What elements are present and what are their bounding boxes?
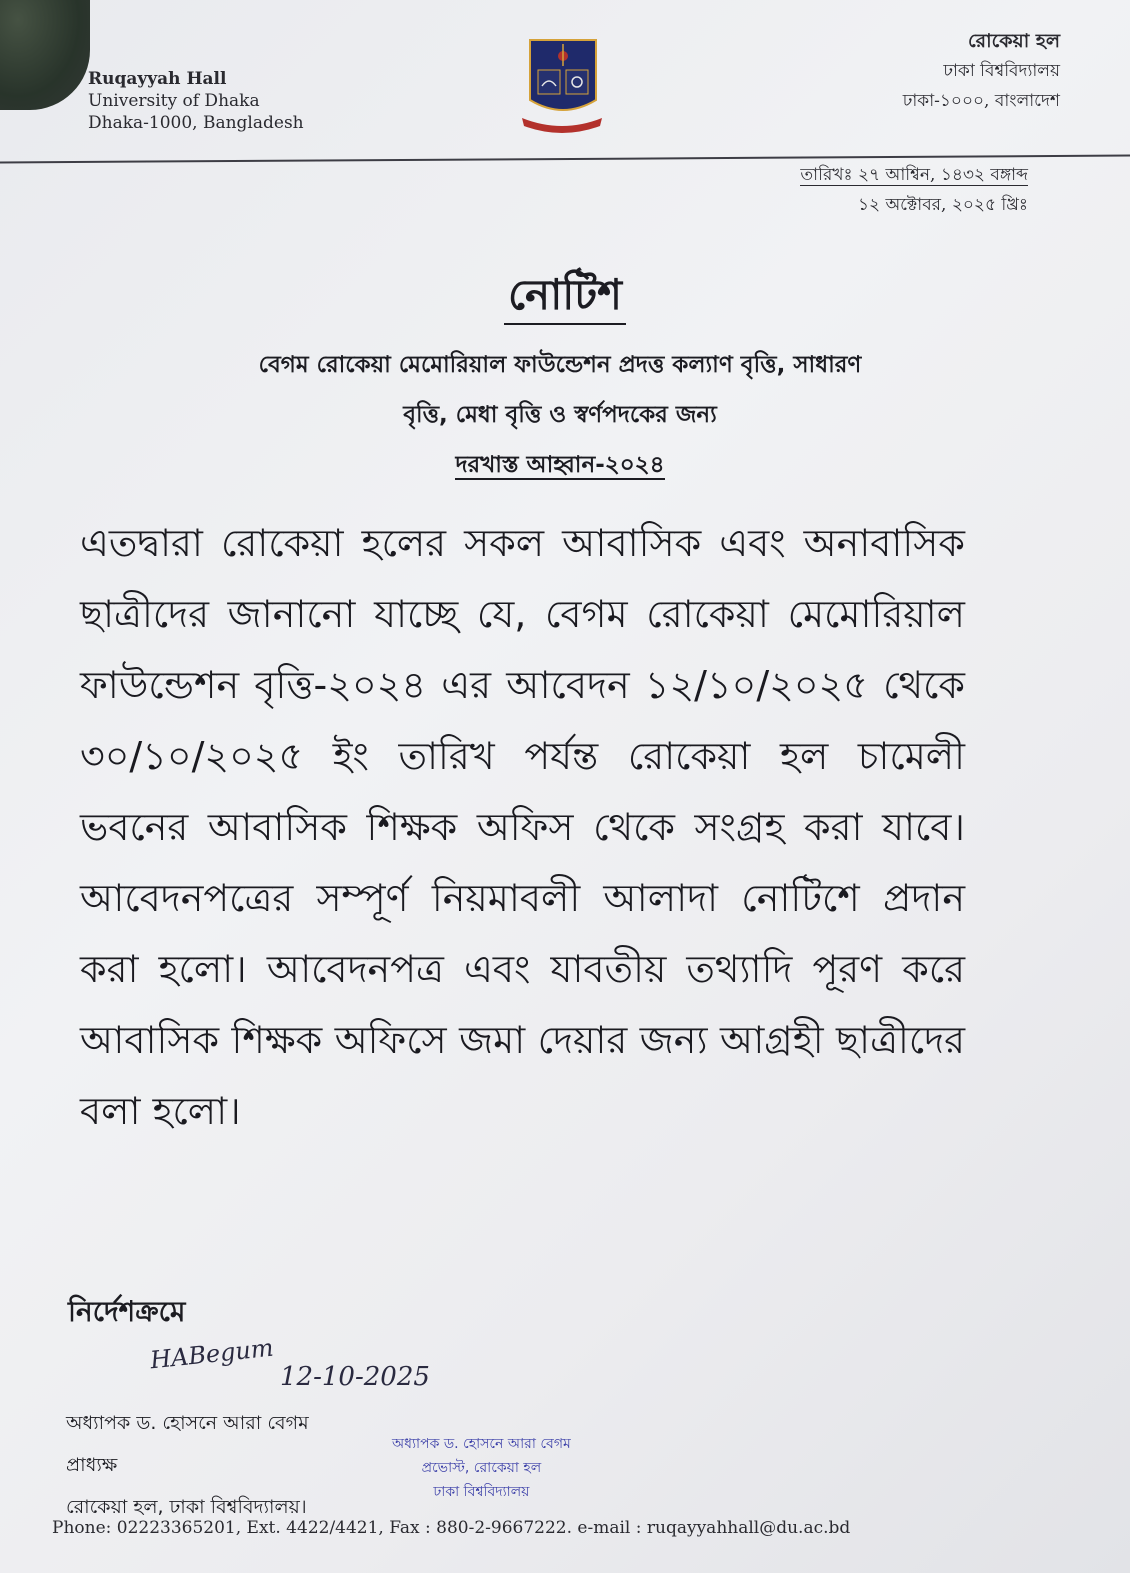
date-bangla: তারিখঃ ২৭ আশ্বিন, ১৪৩২ বঙ্গাব্দ — [800, 165, 1028, 185]
signer-name: অধ্যাপক ড. হোসনে আরা বেগম — [66, 1412, 309, 1434]
notice-title: নোটিশ — [504, 270, 626, 325]
university-name-en: University of Dhaka — [88, 91, 260, 111]
subject-line-2: বৃত্তি, মেধা বৃত্তি ও স্বর্ণপদকের জন্য — [403, 402, 717, 428]
contact-footer: Phone: 02223365201, Ext. 4422/4421, Fax : 880-2-9667222. e-mail : ruqayyahhall@du.ac.bd — [52, 1518, 851, 1538]
stamp-line-3: ঢাকা বিশ্ববিদ্যালয় — [433, 1484, 530, 1500]
photo-edge-shadow — [0, 0, 90, 110]
stamp-line-2: প্রভোস্ট, রোকেয়া হল — [421, 1460, 542, 1476]
signer-block — [66, 1402, 309, 1528]
notice-body: এতদ্বারা রোকেয়া হলের সকল আবাসিক এবং অনাবাসিক ছাত্রীদের জানানো যাচ্ছে যে, বেগম রোকেয়া মেমোরিয়াল ফাউন্ডেশন বৃত্তি-২০২৪ এর আবেদন ১২/১০/২০২৫ থেকে ৩০/১০/২০২৫ ইং তারিখ পর্যন্ত রোকেয়া হল চামেলী ভবনের আবাসিক শিক্ষক অফিস থেকে সংগ্রহ করা যাবে। আবেদনপত্রের সম্পূর্ণ নিয়মাবলী আলাদা নোটিশে প্রদান করা হলো। আবেদনপত্র এবং যাবতীয় তথ্যাদি পূরণ করে আবাসিক শিক্ষক অফিসে জমা দেয়ার জন্য আগ্রহী ছাত্রীদের বলা হলো। — [80, 521, 965, 1133]
letterhead-bangla — [903, 26, 1060, 116]
subject-line-1: বেগম রোকেয়া মেমোরিয়াল ফাউন্ডেশন প্রদত্ত কল্যাণ বৃত্তি, সাধারণ — [258, 352, 862, 378]
hall-name-en: Ruqayyah Hall — [88, 69, 227, 89]
hall-name-bn: রোকেয়া হল — [967, 30, 1060, 52]
signer-designation: প্রাধ্যক্ষ — [66, 1454, 118, 1476]
signoff-label: নির্দেশক্রমে — [68, 1295, 186, 1328]
university-logo-icon — [516, 34, 608, 136]
stamp-line-1: অধ্যাপক ড. হোসনে আরা বেগম — [392, 1436, 571, 1452]
date-english: ১২ অক্টোবর, ২০২৫ খ্রিঃ — [857, 195, 1028, 215]
letterhead-english — [88, 68, 304, 134]
official-stamp — [392, 1432, 571, 1504]
signature-date: 12-10-2025 — [280, 1362, 430, 1392]
notice-subject — [110, 340, 1010, 490]
notice-title-wrap — [0, 262, 1130, 333]
notice-date — [800, 160, 1028, 220]
signer-office: রোকেয়া হল, ঢাকা বিশ্ববিদ্যালয়। — [66, 1496, 307, 1518]
address-en: Dhaka-1000, Bangladesh — [88, 113, 304, 133]
university-name-bn: ঢাকা বিশ্ববিদ্যালয় — [943, 61, 1060, 81]
handwritten-signature: HABegum — [148, 1333, 275, 1375]
subject-line-3: দরখাস্ত আহ্বান-২০২৪ — [455, 452, 665, 478]
address-bn: ঢাকা-১০০০, বাংলাদেশ — [902, 91, 1060, 111]
